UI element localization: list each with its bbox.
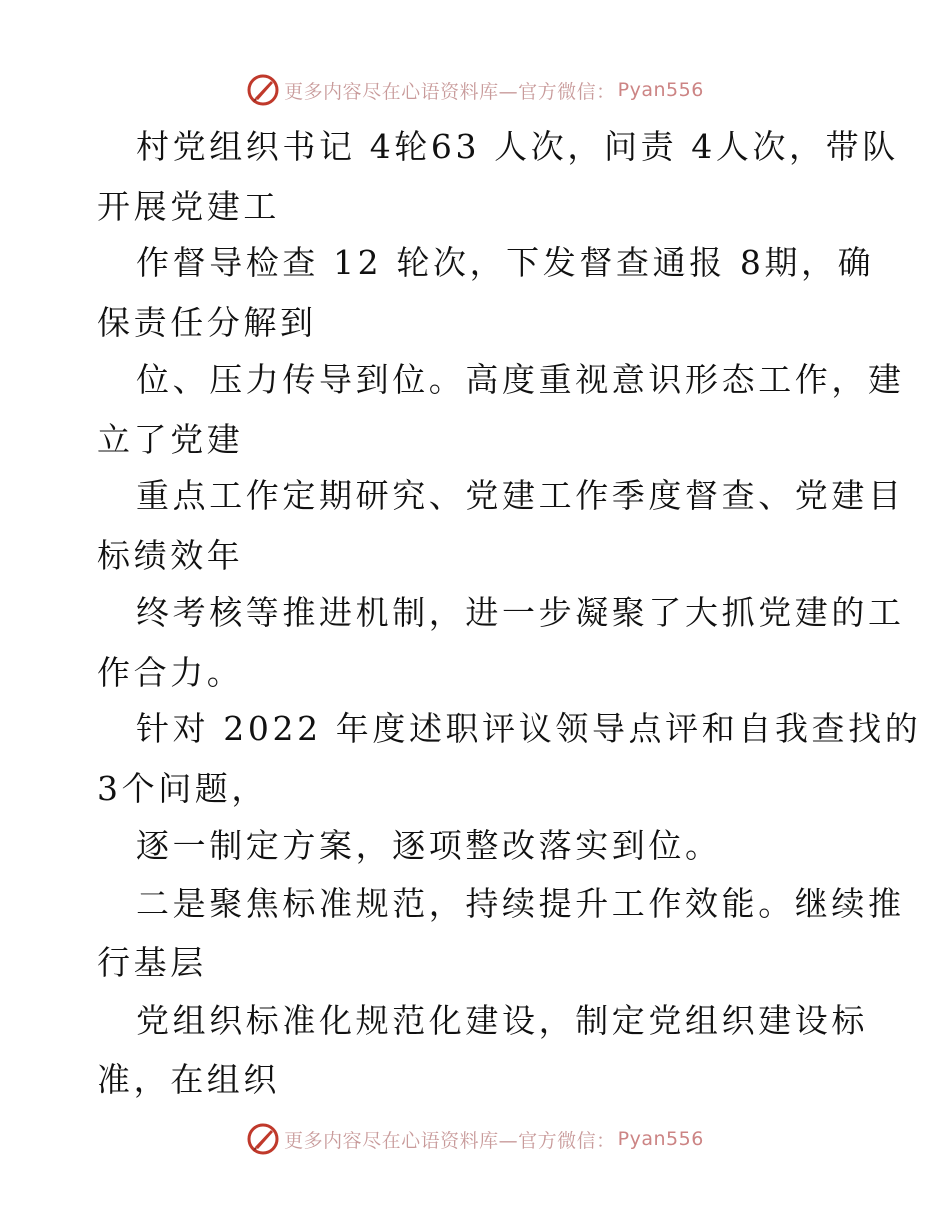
text-line: 终考核等推进机制，进一步凝聚了大抓党建的工 <box>136 593 905 632</box>
watermark-text: 更多内容尽在心语资料库—官方微信： <box>284 1129 616 1152</box>
header-watermark <box>0 70 950 110</box>
text-line: 准，在组织 <box>97 1060 280 1099</box>
text-line: 标绩效年 <box>97 536 244 575</box>
quill-logo-icon <box>246 73 280 107</box>
footer-watermark <box>0 1119 950 1159</box>
text-line: 二是聚焦标准规范，持续提升工作效能。继续推 <box>136 884 905 923</box>
text-line: 针对 2022 年度述职评议领导点评和自我查找的 <box>136 709 922 748</box>
text-line: 行基层 <box>97 943 207 982</box>
text-line: 位、压力传导到位。高度重视意识形态工作，建 <box>136 360 905 399</box>
watermark-wechat-id: Pyan556 <box>617 1128 704 1150</box>
watermark-text: 更多内容尽在心语资料库—官方微信： <box>284 80 616 103</box>
text-line: 立了党建 <box>97 420 244 459</box>
text-line: 保责任分解到 <box>97 303 317 342</box>
text-line: 开展党建工 <box>97 187 280 226</box>
text-line: 逐一制定方案，逐项整改落实到位。 <box>136 826 722 865</box>
text-line: 重点工作定期研究、党建工作季度督查、党建目 <box>136 476 905 515</box>
watermark-wechat-id: Pyan556 <box>617 79 704 101</box>
text-line: 作合力。 <box>97 653 244 692</box>
text-line: 作督导检查 12 轮次，下发督查通报 8期，确 <box>136 243 875 282</box>
quill-logo-icon <box>246 1122 280 1156</box>
text-line: 村党组织书记 4轮63 人次，问责 4人次，带队 <box>136 127 899 166</box>
text-line: 3个问题， <box>97 769 268 808</box>
text-line: 党组织标准化规范化建设，制定党组织建设标 <box>136 1001 868 1040</box>
